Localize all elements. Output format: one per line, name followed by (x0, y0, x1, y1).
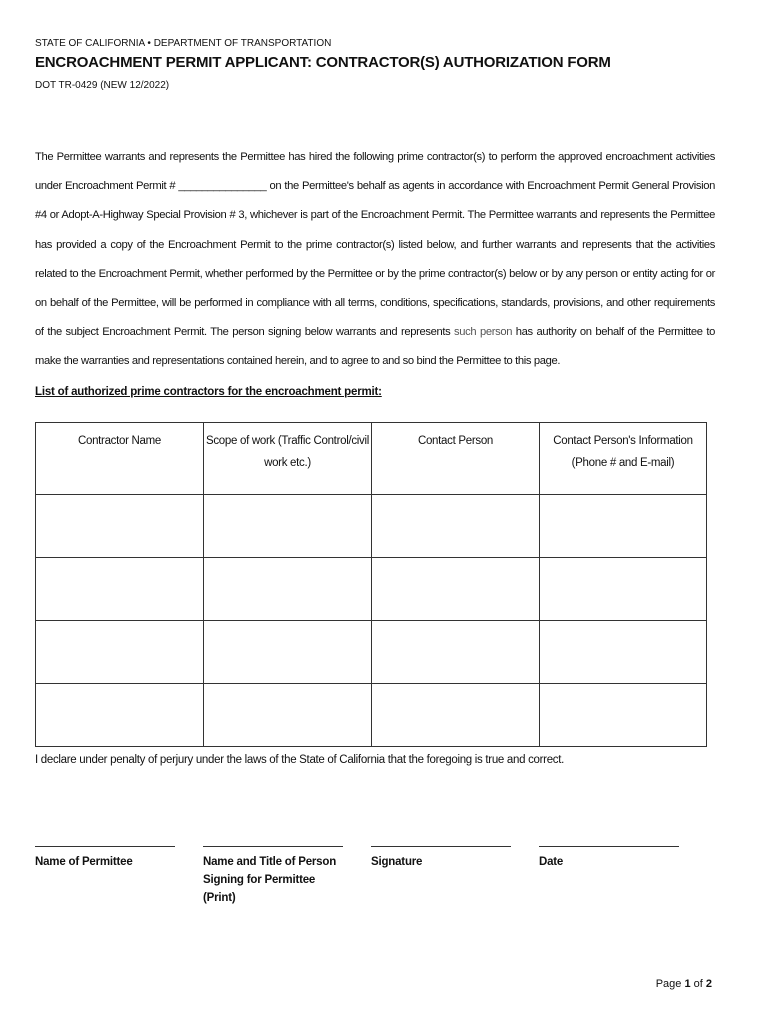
date-line[interactable] (539, 846, 679, 847)
contact-person-cell[interactable] (372, 558, 540, 621)
header-contractor-name: Contractor Name (36, 423, 204, 495)
signature-block-signature (371, 846, 511, 871)
signature-label: Signature (371, 856, 423, 868)
table-row (36, 558, 707, 621)
contractor-name-cell[interactable] (36, 558, 204, 621)
page-number (656, 978, 712, 990)
contact-person-cell[interactable] (372, 621, 540, 684)
contractor-table (35, 422, 707, 747)
name-title-label (203, 853, 343, 907)
table-row (36, 684, 707, 747)
scope-of-work-cell[interactable] (204, 621, 372, 684)
table-row (36, 621, 707, 684)
contact-info-cell[interactable] (540, 495, 707, 558)
warranty-paragraph (35, 143, 715, 377)
scope-of-work-cell[interactable] (204, 684, 372, 747)
header-contact-info-line1: Contact Person's Information (553, 435, 693, 447)
page-of: of (690, 978, 706, 990)
perjury-declaration: I declare under penalty of perjury under the laws of the State of California that the foregoing is true and correct. (35, 754, 565, 766)
scope-of-work-cell[interactable] (204, 495, 372, 558)
contractor-list-heading: List of authorized prime contractors for the encroachment permit: (35, 386, 382, 398)
contact-person-cell[interactable] (372, 684, 540, 747)
signature-block-date (539, 846, 679, 871)
header-contact-person: Contact Person (372, 423, 540, 495)
signature-block-name-title (203, 846, 343, 907)
table-row (36, 495, 707, 558)
header-contact-info-line2: (Phone # and E-mail) (571, 457, 675, 469)
contractor-name-cell[interactable] (36, 684, 204, 747)
contractor-name-cell[interactable] (36, 621, 204, 684)
contact-person-cell[interactable] (372, 495, 540, 558)
contact-info-cell[interactable] (540, 684, 707, 747)
page-total: 2 (705, 978, 712, 990)
form-number: DOT TR-0429 (NEW 12/2022) (35, 80, 170, 91)
scope-of-work-cell[interactable] (204, 558, 372, 621)
name-title-line[interactable] (203, 846, 343, 847)
page-prefix: Page (655, 978, 685, 990)
paragraph-text-2: such person (454, 326, 513, 339)
header-contact-info (540, 423, 707, 495)
name-title-label-line1: Name and Title of Person (203, 856, 337, 868)
name-of-permittee-line[interactable] (35, 846, 175, 847)
table-header-row (36, 423, 707, 495)
name-of-permittee-label: Name of Permittee (35, 856, 133, 868)
contact-info-cell[interactable] (540, 621, 707, 684)
name-title-label-line2: Signing for Permittee (Print) (203, 874, 316, 904)
paragraph-text-1: The Permittee warrants and represents the Permittee has hired the following prime contractor(s) to perform the approved encroachment activities under Encroachment Permit # _______________ on the Permittee's behalf as agents in accordance with Encroachment Permit General Provision #4 or Adopt-A-Highway Special Provision # 3, whichever is part of the Encroachment Permit. The Permittee warrants and represents the Permittee has provided a copy of the Encroachment Permit to the prime contractor(s) listed below, and further warrants and represents that the activities related to the Encroachment Permit, whether performed by the Permittee or by the prime contractor(s) below or by any person or entity acting for or on behalf of the Permittee, will be performed in compliance with all terms, conditions, specifications, standards, provisions, and other requirements of the subject Encroachment Permit. The person signing below warrants and represents (35, 151, 715, 339)
page-current: 1 (684, 978, 691, 990)
header-scope-of-work: Scope of work (Traffic Control/civil work etc.) (204, 423, 372, 495)
contractor-name-cell[interactable] (36, 495, 204, 558)
contact-info-cell[interactable] (540, 558, 707, 621)
signature-line[interactable] (371, 846, 511, 847)
agency-line: STATE OF CALIFORNIA • DEPARTMENT OF TRANSPORTATION (35, 38, 332, 49)
paragraph-text-3: has authority on behalf of the Permittee to make the warranties and representations contained herein, and to agree to and so bind the Permittee to this page. (35, 326, 715, 368)
signature-block-permittee (35, 846, 175, 871)
date-label: Date (539, 856, 564, 868)
form-title: ENCROACHMENT PERMIT APPLICANT: CONTRACTOR(S) AUTHORIZATION FORM (35, 54, 611, 71)
